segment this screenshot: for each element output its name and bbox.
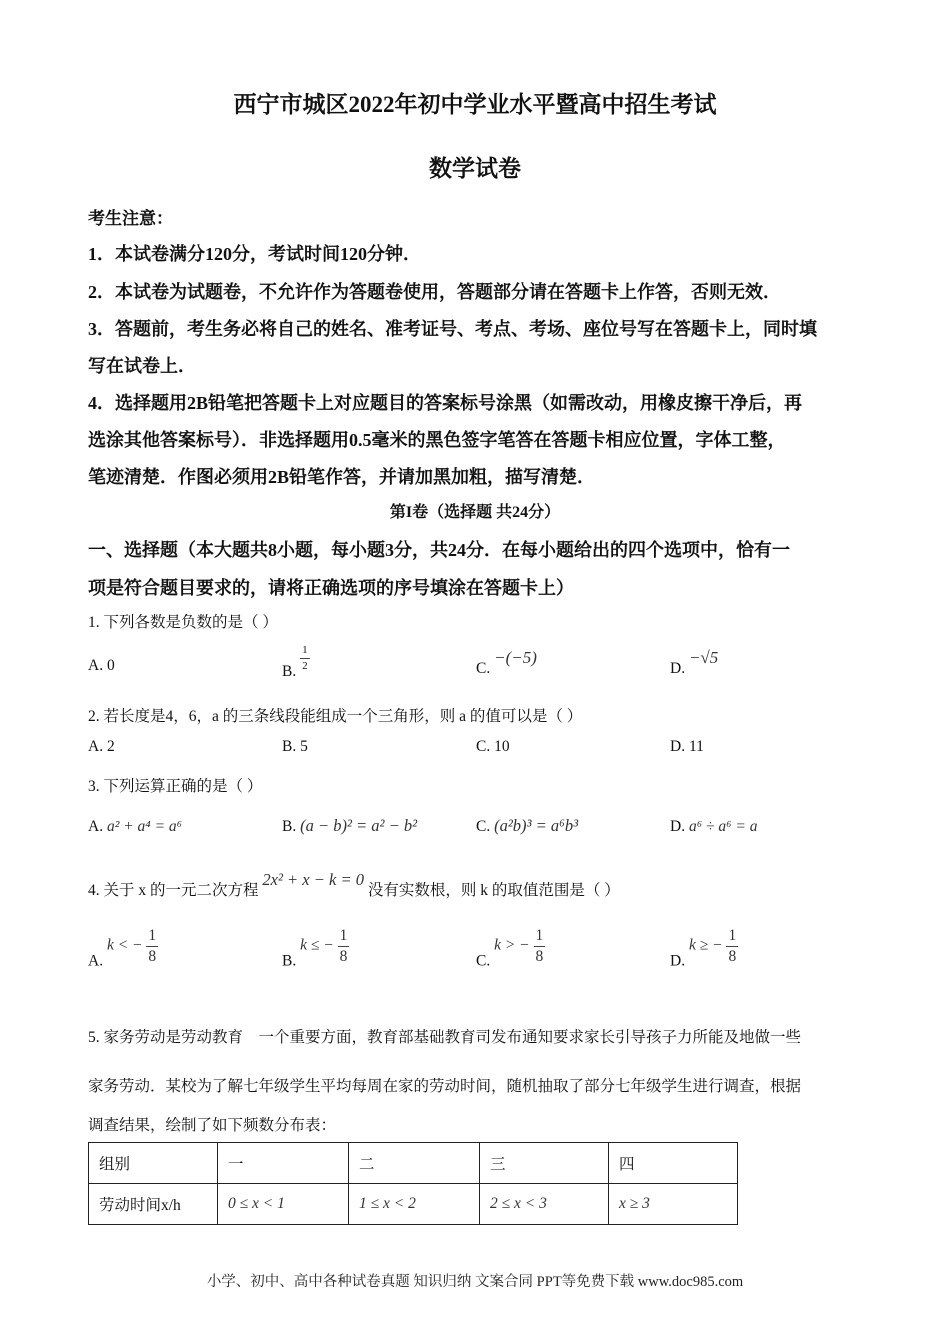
fraction-numerator: 1 — [146, 928, 158, 947]
question-3-stem: 3. 下列运算正确的是（ ） — [88, 778, 263, 795]
table-header-cell: 二 — [349, 1143, 480, 1184]
q4-stem-post: 没有实数根，则 k 的取值范围是（ ） — [367, 882, 620, 899]
footer-text: 小学、初中、高中各种试卷真题 知识归纳 文案合同 PPT等免费下载 www.doc985.com — [206, 1274, 744, 1290]
q3-option-a-math: a² + a⁴ = a⁶ — [106, 818, 183, 835]
fraction-numerator: 1 — [534, 928, 546, 947]
q4-stem-pre: 4. 关于 x 的一元二次方程 — [88, 882, 259, 899]
table-header-row — [89, 1143, 738, 1184]
q3-option-d-math: a⁶ ÷ a⁶ = a — [688, 818, 758, 835]
q4-option-a-fraction — [146, 928, 158, 964]
q1-option-d-label: D. — [670, 660, 686, 677]
q2-option-b: B. 5 — [282, 738, 308, 755]
question-5-line-3: 调查结果，绘制了如下频数分布表： — [88, 1117, 337, 1134]
notice-item-3-cont: 写在试卷上． — [88, 356, 196, 376]
q1-option-b-label: B. — [282, 663, 297, 681]
notice-item-2: 2．本试卷为试题卷，不允许作为答题卷使用，答题部分请在答题卡上作答，否则无效． — [88, 282, 781, 302]
table-row — [89, 1184, 738, 1225]
q4-option-d — [670, 928, 738, 971]
q3-option-c-math: (a²b)³ = a⁶b³ — [494, 816, 579, 835]
fraction-denominator: 8 — [339, 947, 348, 965]
question-5-line-1: 5. 家务劳动是劳动教育 一个重要方面，教育部基础教育司发布通知要求家长引导孩子力所能及地做一些 — [88, 1029, 802, 1046]
q1-option-a: A. 0 — [88, 657, 115, 674]
section-instructions-2: 项是符合题目要求的，请将正确选项的序号填涂在答题卡上） — [88, 578, 574, 598]
q4-equation: 2x² + x − k = 0 — [262, 870, 364, 889]
q4-option-a — [88, 928, 158, 971]
q1-option-c — [476, 648, 537, 678]
table-header-cell: 一 — [218, 1143, 349, 1184]
table-cell: 2 ≤ x < 3 — [480, 1184, 609, 1225]
q2-option-c: C. 10 — [476, 738, 510, 755]
q1-option-c-math: −(−5) — [494, 648, 537, 667]
q3-option-c-label: C. — [476, 818, 491, 835]
q3-option-b-label: B. — [282, 818, 297, 835]
fraction-denominator: 8 — [535, 947, 544, 965]
q3-option-d — [670, 818, 757, 836]
q1-option-d-math: −√5 — [688, 648, 719, 667]
q4-option-c-label: C. — [476, 952, 491, 970]
q2-option-a: A. 2 — [88, 738, 115, 755]
fraction-denominator: 8 — [728, 947, 737, 965]
q4-option-d-label: D. — [670, 952, 686, 970]
table-header-cell: 组别 — [89, 1143, 218, 1184]
fraction-numerator: 1 — [726, 928, 738, 947]
fraction-denominator: 8 — [148, 947, 157, 965]
table-cell: 0 ≤ x < 1 — [218, 1184, 349, 1225]
fraction-denominator: 2 — [302, 660, 308, 672]
q3-option-a — [88, 818, 182, 836]
fraction-numerator: 1 — [300, 645, 310, 659]
q1-option-d — [670, 648, 718, 678]
q3-option-a-label: A. — [88, 818, 104, 835]
q4-option-a-rel: k < − — [106, 936, 143, 954]
q3-option-b-math: (a − b)² = a² − b² — [300, 816, 418, 835]
q2-option-d: D. 11 — [670, 738, 704, 755]
table-cell: 劳动时间x/h — [89, 1184, 218, 1225]
notice-item-3: 3．答题前，考生务必将自己的姓名、准考证号、考点、考场、座位号写在答题卡上，同时填 — [88, 319, 817, 339]
exam-subtitle: 数学试卷 — [429, 156, 521, 181]
question-1-stem: 1. 下列各数是负数的是（ ） — [88, 614, 278, 631]
section-instructions-1: 一、选择题（本大题共8小题，每小题3分，共24分．在每小题给出的四个选项中，恰有一 — [88, 540, 790, 560]
q4-option-c — [476, 928, 545, 971]
q4-option-c-rel: k > − — [494, 936, 530, 954]
notice-item-4: 4．选择题用2B铅笔把答题卡上对应题目的答案标号涂黑（如需改动，用橡皮擦干净后，再 — [88, 393, 803, 413]
question-5-line-2: 家务劳动．某校为了解七年级学生平均每周在家的劳动时间，随机抽取了部分七年级学生进行调查，根据 — [88, 1078, 802, 1095]
q4-option-b-label: B. — [282, 952, 297, 970]
table-header-cell: 三 — [480, 1143, 609, 1184]
notice-item-1: 1．本试卷满分120分，考试时间120分钟． — [88, 244, 421, 264]
q3-option-c — [476, 816, 578, 836]
q4-option-d-fraction — [726, 928, 738, 964]
notice-item-4-cont2: 笔迹清楚．作图必须用2B铅笔作答，并请加黑加粗，描写清楚． — [88, 467, 596, 487]
q1-option-b — [282, 645, 310, 681]
q4-option-b-fraction — [338, 928, 350, 964]
fraction-numerator: 1 — [338, 928, 350, 947]
q4-option-a-label: A. — [88, 952, 104, 970]
notice-item-4-cont1: 选涂其他答案标号）．非选择题用0.5毫米的黑色签字笔答在答题卡相应位置，字体工整， — [88, 430, 786, 450]
q1-option-c-label: C. — [476, 660, 491, 677]
table-cell: x ≥ 3 — [609, 1184, 738, 1225]
q3-option-b — [282, 816, 417, 836]
q4-option-d-rel: k ≥ − — [688, 936, 723, 954]
q3-option-d-label: D. — [670, 818, 686, 835]
question-4-stem — [88, 870, 620, 900]
q1-option-b-fraction — [300, 645, 310, 672]
q4-option-b — [282, 928, 349, 971]
table-cell: 1 ≤ x < 2 — [349, 1184, 480, 1225]
q4-option-c-fraction — [534, 928, 546, 964]
frequency-table — [88, 1142, 738, 1225]
q4-option-b-rel: k ≤ − — [300, 936, 334, 954]
question-2-stem: 2. 若长度是4，6，a 的三条线段能组成一个三角形，则 a 的值可以是（ ） — [88, 708, 583, 725]
section-title: 第I卷（选择题 共24分） — [389, 504, 561, 521]
exam-title: 西宁市城区2022年初中学业水平暨高中招生考试 — [233, 92, 717, 117]
table-header-cell: 四 — [609, 1143, 738, 1184]
notice-heading: 考生注意： — [88, 209, 173, 228]
